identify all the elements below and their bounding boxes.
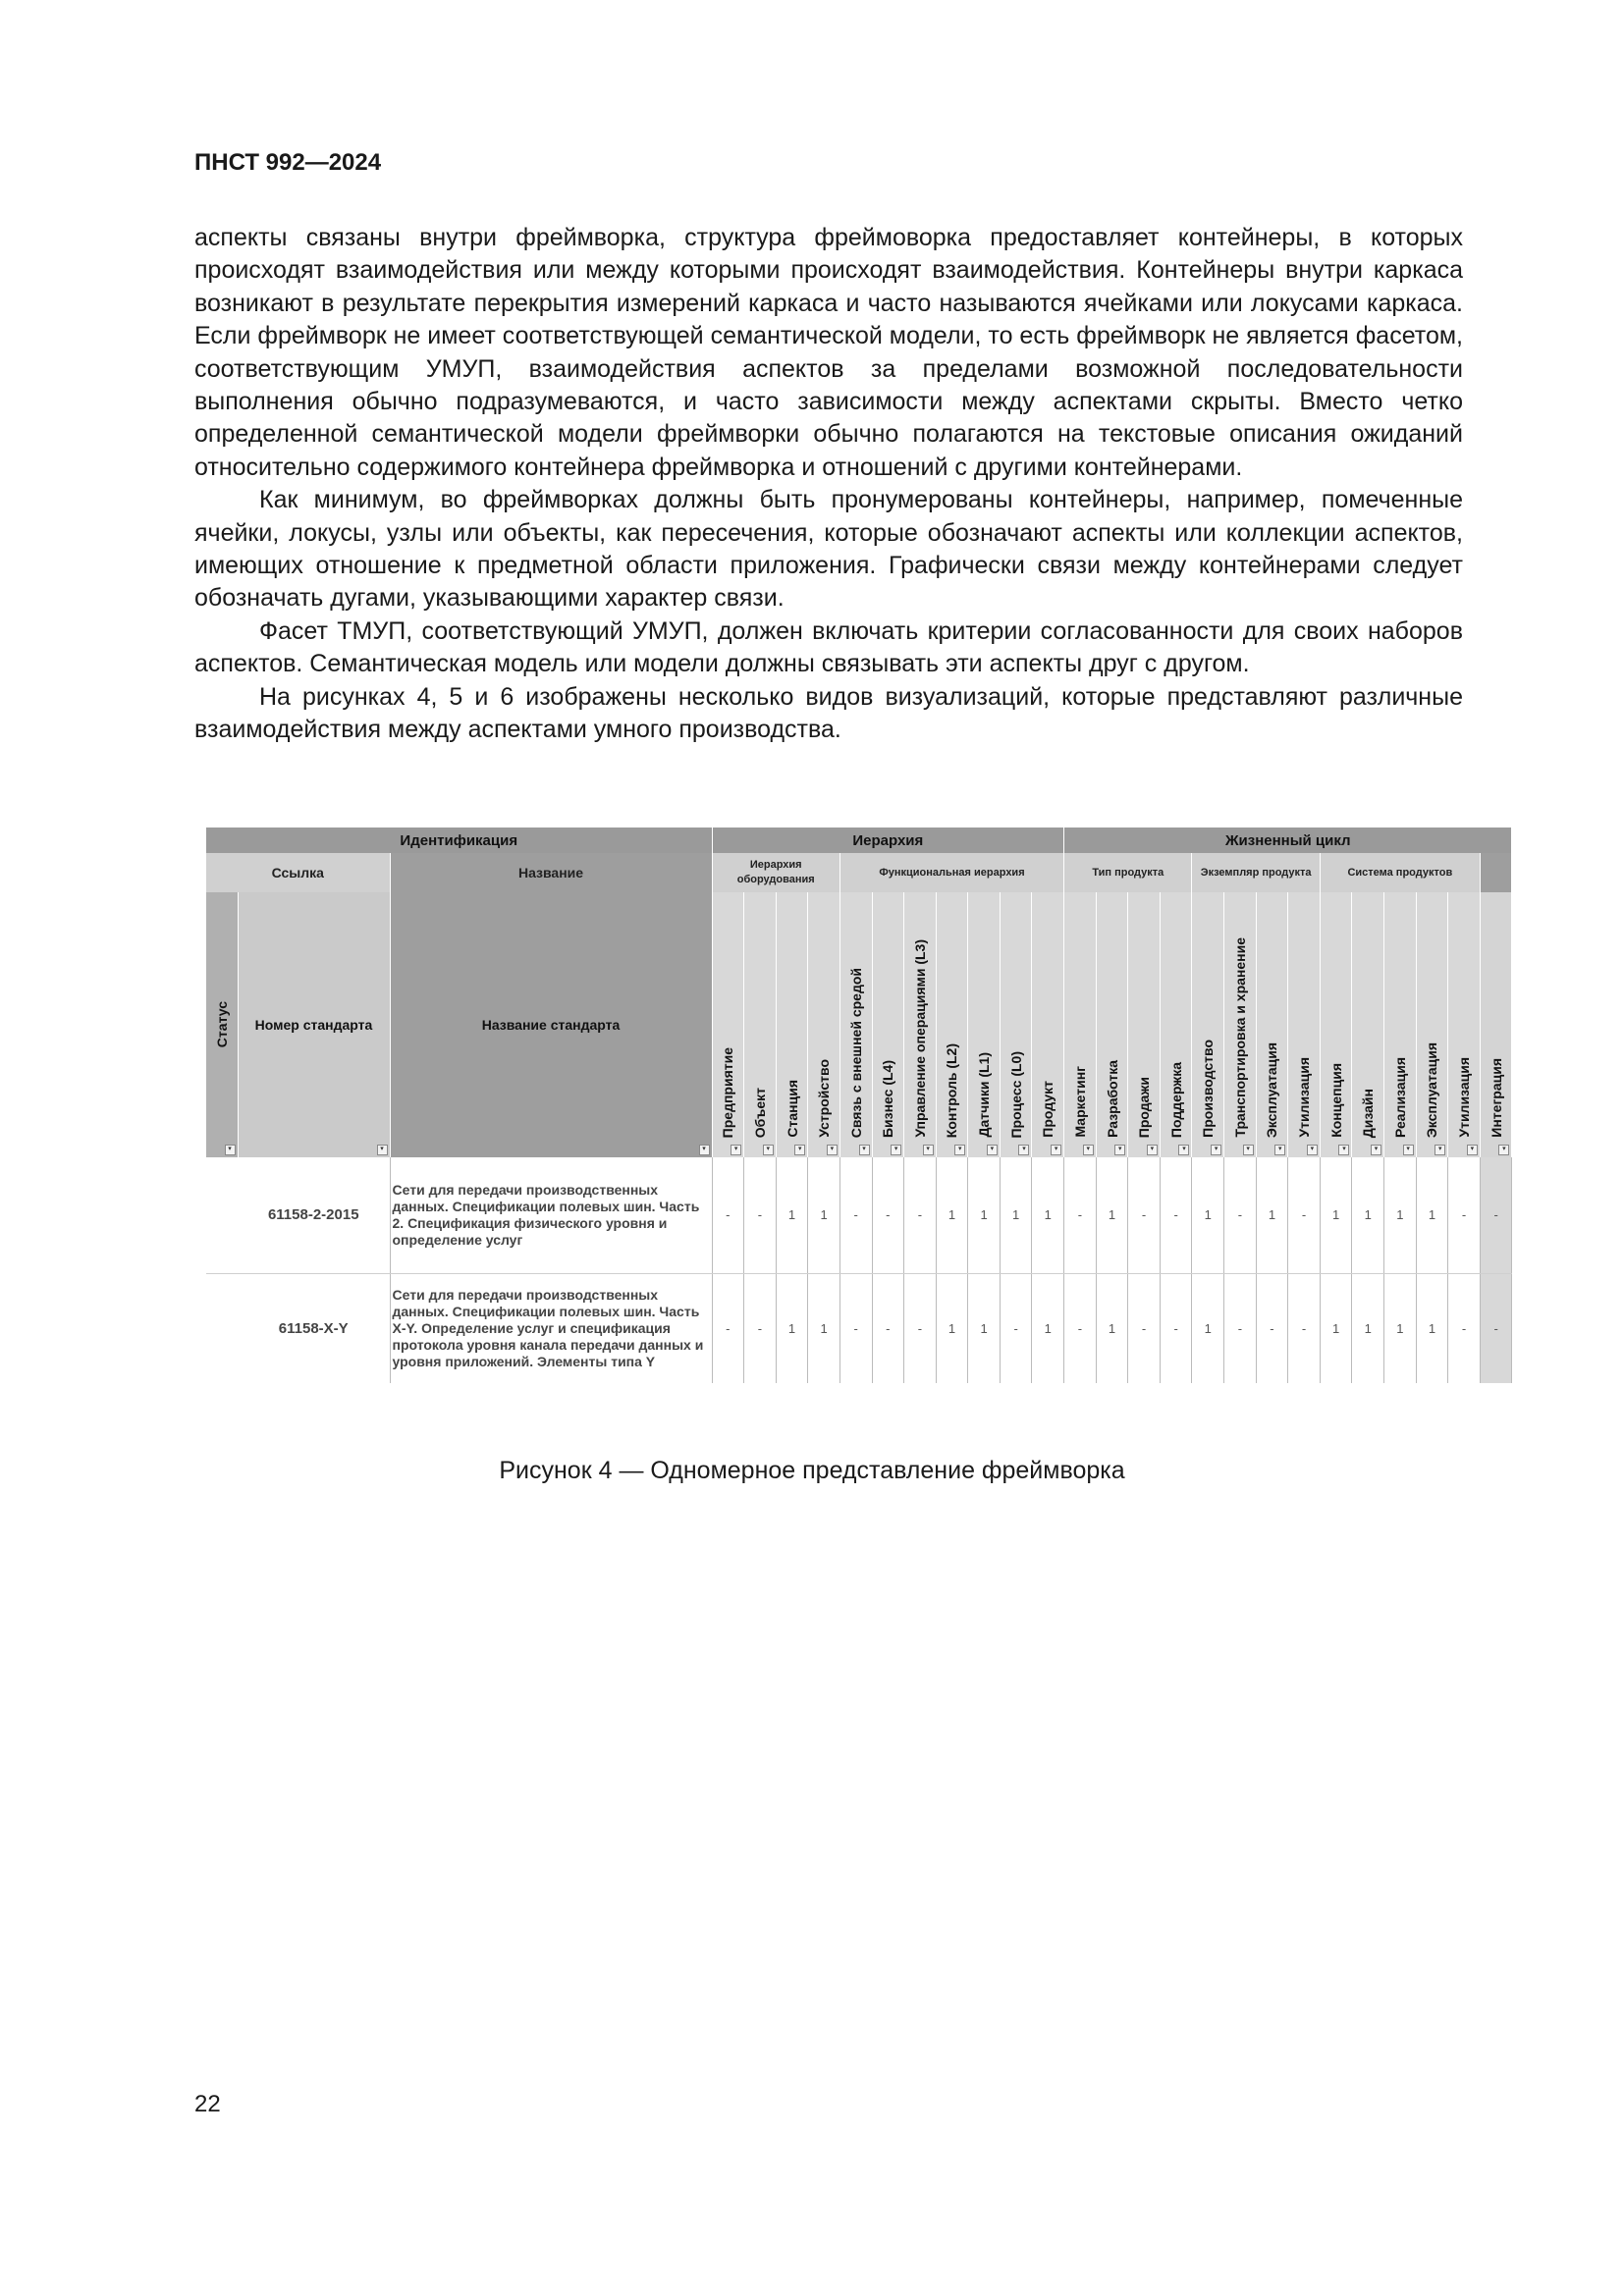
column-header[interactable]: Продажи ▾	[1128, 892, 1161, 1157]
value-cell: -	[1128, 1273, 1161, 1383]
filter-dropdown-icon[interactable]: ▾	[1435, 1145, 1445, 1155]
value-cell: 1	[1416, 1157, 1448, 1273]
column-header[interactable]: Управление операциями (L3) ▾	[904, 892, 937, 1157]
filter-dropdown-icon[interactable]: ▾	[954, 1145, 965, 1155]
subgroup-header-row	[206, 853, 1512, 892]
value-cell: 1	[1096, 1273, 1128, 1383]
column-header[interactable]: Бизнес (L4) ▾	[872, 892, 904, 1157]
column-header[interactable]: Объект ▾	[744, 892, 777, 1157]
group-identification: Идентификация	[206, 828, 712, 853]
standard-name: Сети для передачи производственных данных. Спецификации полевых шин. Часть X-Y. Определение услуг и спецификация протокола уровня канала передачи данных и уровня приложений. Элементы типа Y	[390, 1273, 712, 1383]
value-cell: 1	[936, 1157, 968, 1273]
column-header[interactable]: Устройство ▾	[808, 892, 840, 1157]
column-header[interactable]: Концепция ▾	[1320, 892, 1352, 1157]
group-header-row	[206, 828, 1512, 853]
filter-dropdown-icon[interactable]: ▾	[1467, 1145, 1478, 1155]
value-cell: 1	[1192, 1273, 1224, 1383]
value-cell: 1	[1352, 1157, 1384, 1273]
filter-dropdown-icon[interactable]: ▾	[891, 1145, 901, 1155]
filter-dropdown-icon[interactable]: ▾	[1371, 1145, 1381, 1155]
subgroup-product-instance: Экземпляр продукта	[1192, 853, 1320, 892]
value-cell: -	[839, 1157, 872, 1273]
value-cell: -	[1480, 1273, 1512, 1383]
value-cell: 1	[1384, 1273, 1417, 1383]
filter-dropdown-icon[interactable]: ▾	[859, 1145, 870, 1155]
column-header[interactable]: Станция ▾	[776, 892, 808, 1157]
paragraph: Как минимум, во фреймворках должны быть пронумерованы контейнеры, например, помеченные ячейки, локусы, узлы или объекты, как пересечения, которые обозначают аспекты или коллекции аспектов, имеющих отношение к предметной области приложения. Графически связи между контейнерами следует обозначать дугами, указывающими характер связи.	[194, 486, 1463, 613]
paragraph: На рисунках 4, 5 и 6 изображены несколько видов визуализаций, которые представляют различные взаимодействия между аспектами умного производства.	[194, 682, 1463, 744]
paragraph: аспекты связаны внутри фреймворка, структура фреймоворка предоставляет контейнеры, в которых происходят взаимодействия или между которыми происходят взаимодействия. Контейнеры внутри каркаса возникают в результате перекрытия измерений каркаса и часто называются ячейками или локусами каркаса. Если фреймворк не имеет соответствующей семантической модели, то есть фреймворк не является фасетом, соответствующим УМУП, взаимодействия аспектов за пределами возможной последовательности выполнения обычно подразумеваются, и часто зависимости между аспектами скрыты. Вместо четко определенной семантической модели фреймворки обычно полагаются на текстовые описания ожиданий относительно содержимого контейнера фреймворка и отношений с другими контейнерами.	[194, 224, 1463, 481]
value-cell: 1	[776, 1157, 808, 1273]
subgroup-product-system: Система продуктов	[1320, 853, 1480, 892]
column-header-status[interactable]: Статус ▾	[206, 892, 238, 1157]
column-header[interactable]: Эксплуатация ▾	[1416, 892, 1448, 1157]
subgroup-equipment-hierarchy: Иерархия оборудования	[712, 853, 839, 892]
value-cell: 1	[776, 1273, 808, 1383]
value-cell: -	[1064, 1157, 1097, 1273]
table-row	[206, 1273, 1512, 1383]
filter-dropdown-icon[interactable]: ▾	[731, 1145, 741, 1155]
value-cell: -	[1160, 1157, 1192, 1273]
value-cell: 1	[1320, 1157, 1352, 1273]
group-lifecycle: Жизненный цикл	[1064, 828, 1512, 853]
value-cell: 1	[968, 1157, 1001, 1273]
filter-dropdown-icon[interactable]: ▾	[1114, 1145, 1125, 1155]
value-cell: 1	[1416, 1273, 1448, 1383]
value-cell: -	[839, 1273, 872, 1383]
filter-dropdown-icon[interactable]: ▾	[987, 1145, 998, 1155]
filter-dropdown-icon[interactable]: ▾	[923, 1145, 934, 1155]
value-cell: 1	[1352, 1273, 1384, 1383]
standard-name: Сети для передачи производственных данных. Спецификации полевых шин. Часть 2. Спецификация физического уровня и определение услуг	[390, 1157, 712, 1273]
column-header[interactable]: Транспортировка и хранение ▾	[1224, 892, 1257, 1157]
value-cell: 1	[1032, 1273, 1064, 1383]
value-cell: -	[712, 1157, 744, 1273]
value-cell: 1	[968, 1273, 1001, 1383]
column-header[interactable]: Контроль (L2) ▾	[936, 892, 968, 1157]
subgroup-empty	[1480, 853, 1512, 892]
status-cell	[206, 1273, 238, 1383]
column-header[interactable]: Реализация ▾	[1384, 892, 1417, 1157]
column-header[interactable]: Эксплуатация ▾	[1256, 892, 1288, 1157]
document-code: ПНСТ 992—2024	[194, 149, 382, 176]
value-cell: -	[872, 1273, 904, 1383]
subgroup-functional-hierarchy: Функциональная иерархия	[839, 853, 1063, 892]
paragraph: Фасет ТМУП, соответствующий УМУП, должен включать критерии согласованности для своих наборов аспектов. Семантическая модель или модели должны связывать эти аспекты друг с другом.	[194, 616, 1463, 678]
column-header[interactable]: Утилизация ▾	[1288, 892, 1321, 1157]
standard-number: 61158-2-2015	[238, 1157, 390, 1273]
column-header[interactable]: Продукт ▾	[1032, 892, 1064, 1157]
subgroup-name: Название	[390, 853, 712, 892]
filter-dropdown-icon[interactable]: ▾	[1147, 1145, 1158, 1155]
column-header-standard-name[interactable]: Название стандарта ▾	[390, 892, 712, 1157]
column-header[interactable]: Процесс (L0) ▾	[1000, 892, 1032, 1157]
value-cell: -	[1064, 1273, 1097, 1383]
value-cell: -	[1288, 1157, 1321, 1273]
column-header-row	[206, 892, 1512, 1157]
subgroup-link: Ссылка	[206, 853, 390, 892]
filter-dropdown-icon[interactable]: ▾	[1498, 1145, 1509, 1155]
filter-dropdown-icon[interactable]: ▾	[794, 1145, 805, 1155]
value-cell: -	[1128, 1157, 1161, 1273]
value-cell: 1	[1384, 1157, 1417, 1273]
filter-dropdown-icon[interactable]: ▾	[1018, 1145, 1029, 1155]
figure-caption: Рисунок 4 — Одномерное представление фреймворка	[499, 1457, 1125, 1484]
column-header[interactable]: Связь с внешней средой ▾	[839, 892, 872, 1157]
filter-dropdown-icon[interactable]: ▾	[1051, 1145, 1061, 1155]
column-header[interactable]: Маркетинг ▾	[1064, 892, 1097, 1157]
group-hierarchy: Иерархия	[712, 828, 1064, 853]
column-header[interactable]: Датчики (L1) ▾	[968, 892, 1001, 1157]
value-cell: -	[1224, 1157, 1257, 1273]
value-cell: -	[744, 1157, 777, 1273]
value-cell: -	[1288, 1273, 1321, 1383]
framework-table	[206, 828, 1512, 1383]
value-cell: -	[1448, 1273, 1481, 1383]
value-cell: 1	[1256, 1157, 1288, 1273]
filter-dropdown-icon[interactable]: ▾	[1307, 1145, 1318, 1155]
filter-dropdown-icon[interactable]: ▾	[1211, 1145, 1221, 1155]
value-cell: -	[1448, 1157, 1481, 1273]
filter-dropdown-icon[interactable]: ▾	[377, 1145, 388, 1155]
status-cell	[206, 1157, 238, 1273]
filter-dropdown-icon[interactable]: ▾	[1403, 1145, 1414, 1155]
value-cell: 1	[808, 1157, 840, 1273]
value-cell: -	[1224, 1273, 1257, 1383]
page-number: 22	[194, 2091, 221, 2117]
value-cell: 1	[1032, 1157, 1064, 1273]
value-cell: 1	[808, 1273, 840, 1383]
body-text	[194, 222, 1463, 747]
value-cell: 1	[1000, 1157, 1032, 1273]
column-header[interactable]: Интеграция ▾	[1480, 892, 1512, 1157]
filter-dropdown-icon[interactable]: ▾	[1274, 1145, 1285, 1155]
filter-dropdown-icon[interactable]: ▾	[827, 1145, 838, 1155]
filter-dropdown-icon[interactable]: ▾	[1338, 1145, 1349, 1155]
filter-dropdown-icon[interactable]: ▾	[1243, 1145, 1254, 1155]
column-header-standard-number[interactable]: Номер стандарта ▾	[238, 892, 390, 1157]
value-cell: 1	[936, 1273, 968, 1383]
subgroup-product-type: Тип продукта	[1064, 853, 1192, 892]
framework-figure	[206, 828, 1512, 1414]
filter-dropdown-icon[interactable]: ▾	[699, 1145, 710, 1155]
column-header[interactable]: Утилизация ▾	[1448, 892, 1481, 1157]
column-header[interactable]: Поддержка ▾	[1160, 892, 1192, 1157]
column-header[interactable]: Дизайн ▾	[1352, 892, 1384, 1157]
value-cell: -	[1160, 1273, 1192, 1383]
column-header[interactable]: Разработка ▾	[1096, 892, 1128, 1157]
value-cell: -	[1256, 1273, 1288, 1383]
filter-dropdown-icon[interactable]: ▾	[763, 1145, 774, 1155]
filter-dropdown-icon[interactable]: ▾	[1178, 1145, 1189, 1155]
value-cell: -	[744, 1273, 777, 1383]
column-header[interactable]: Предприятие ▾	[712, 892, 744, 1157]
value-cell: -	[872, 1157, 904, 1273]
filter-dropdown-icon[interactable]: ▾	[225, 1145, 236, 1155]
value-cell: -	[712, 1273, 744, 1383]
value-cell: 1	[1192, 1157, 1224, 1273]
standard-number: 61158-X-Y	[238, 1273, 390, 1383]
value-cell: 1	[1320, 1273, 1352, 1383]
table-row	[206, 1157, 1512, 1273]
value-cell: -	[1000, 1273, 1032, 1383]
value-cell: -	[904, 1157, 937, 1273]
value-cell: 1	[1096, 1157, 1128, 1273]
value-cell: -	[1480, 1157, 1512, 1273]
value-cell: -	[904, 1273, 937, 1383]
filter-dropdown-icon[interactable]: ▾	[1083, 1145, 1094, 1155]
column-header[interactable]: Производство ▾	[1192, 892, 1224, 1157]
